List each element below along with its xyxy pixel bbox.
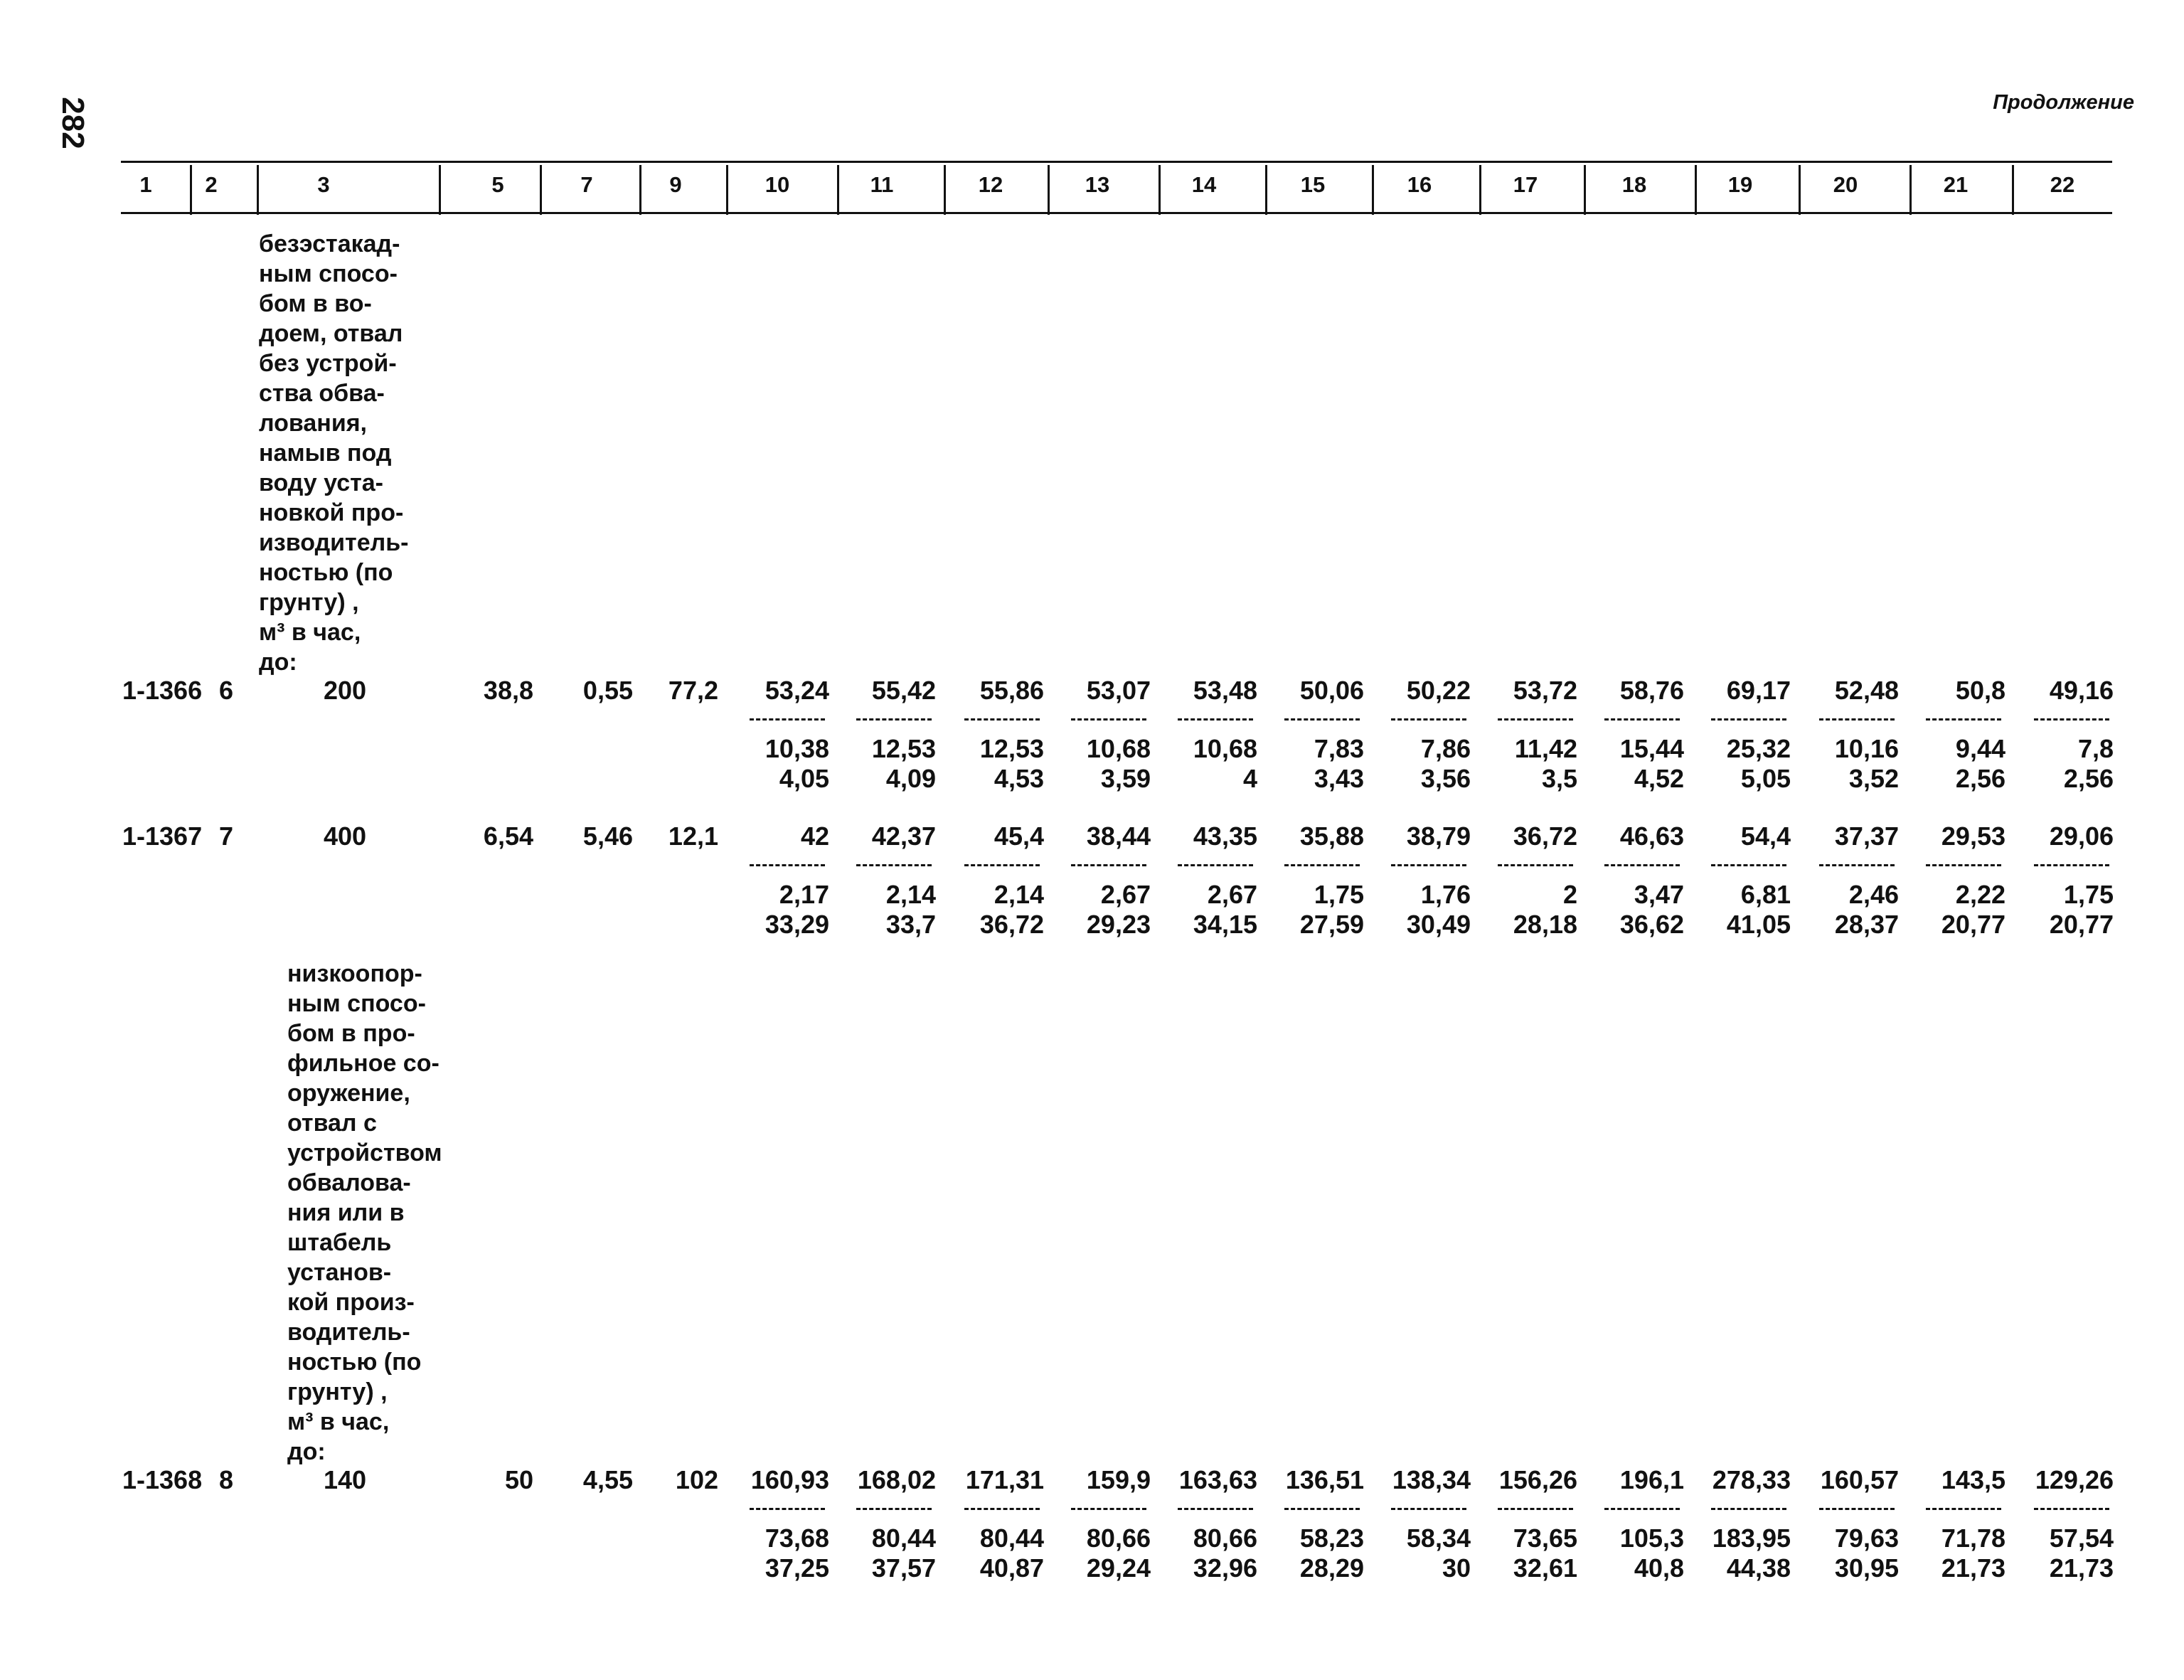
fraction-top-value: 53,48 bbox=[1193, 676, 1257, 705]
fraction-middle-value: 57,54 bbox=[2049, 1524, 2114, 1553]
fraction-top-value: 45,4 bbox=[994, 822, 1044, 851]
column-divider bbox=[944, 165, 946, 215]
desc-line: ностью (по bbox=[259, 559, 393, 586]
fraction-top-value: 46,63 bbox=[1619, 822, 1684, 851]
fraction-middle-value: 10,16 bbox=[1834, 734, 1899, 763]
rate-code: 1-1366 bbox=[122, 676, 203, 705]
fraction-bar bbox=[1391, 864, 1466, 866]
column-header: 11 bbox=[870, 172, 894, 197]
column-divider bbox=[1695, 165, 1697, 215]
fraction-bar bbox=[2034, 718, 2109, 721]
fraction-bottom-value: 21,73 bbox=[1941, 1553, 2005, 1583]
column-header: 17 bbox=[1513, 172, 1538, 197]
fraction-bar bbox=[1498, 1508, 1573, 1510]
column-divider bbox=[257, 165, 259, 215]
column-header: 22 bbox=[2050, 172, 2075, 197]
fraction-bar bbox=[1071, 1508, 1146, 1510]
fraction-bar bbox=[856, 1508, 932, 1510]
fraction-bar bbox=[1284, 1508, 1360, 1510]
fraction-bar bbox=[1391, 1508, 1466, 1510]
fraction-middle-value: 2 bbox=[1562, 880, 1577, 909]
fraction-middle-value: 15,44 bbox=[1619, 734, 1684, 763]
fraction-top-value: 53,72 bbox=[1513, 676, 1577, 705]
column-header: 12 bbox=[978, 172, 1003, 197]
fraction-top-value: 55,42 bbox=[871, 676, 936, 705]
desc-line: ным спосо- bbox=[259, 260, 398, 287]
column-5-value: 50 bbox=[504, 1465, 533, 1494]
fraction-top-value: 196,1 bbox=[1619, 1465, 1684, 1494]
row-number: 8 bbox=[219, 1465, 234, 1494]
column-divider bbox=[439, 165, 441, 215]
desc-line: м³ в час, bbox=[259, 619, 361, 646]
fraction-bottom-value: 29,24 bbox=[1086, 1553, 1151, 1583]
fraction-bottom-value: 27,59 bbox=[1299, 910, 1364, 939]
fraction-middle-value: 80,44 bbox=[871, 1524, 936, 1553]
column-header: 21 bbox=[1943, 172, 1969, 197]
fraction-middle-value: 2,67 bbox=[1207, 880, 1257, 909]
column-header: 2 bbox=[205, 172, 218, 197]
fraction-top-value: 136,51 bbox=[1285, 1465, 1364, 1494]
fraction-bottom-value: 3,59 bbox=[1100, 764, 1151, 793]
fraction-middle-value: 25,32 bbox=[1726, 734, 1791, 763]
fraction-bar bbox=[856, 718, 932, 721]
fraction-top-value: 52,48 bbox=[1834, 676, 1899, 705]
fraction-top-value: 58,76 bbox=[1619, 676, 1684, 705]
fraction-bar bbox=[964, 718, 1040, 721]
row-number: 6 bbox=[219, 676, 234, 705]
fraction-bar bbox=[2034, 864, 2109, 866]
fraction-middle-value: 80,44 bbox=[979, 1524, 1044, 1553]
column-9-value: 102 bbox=[675, 1465, 718, 1494]
fraction-top-value: 42,37 bbox=[871, 822, 936, 851]
fraction-middle-value: 12,53 bbox=[871, 734, 936, 763]
fraction-top-value: 50,8 bbox=[1955, 676, 2005, 705]
fraction-bottom-value: 5,05 bbox=[1740, 764, 1791, 793]
fraction-bottom-value: 28,18 bbox=[1513, 910, 1577, 939]
fraction-top-value: 160,57 bbox=[1820, 1465, 1899, 1494]
fraction-middle-value: 7,86 bbox=[1420, 734, 1471, 763]
fraction-bottom-value: 33,29 bbox=[765, 910, 829, 939]
column-header: 13 bbox=[1085, 172, 1110, 197]
fraction-bar bbox=[2034, 1508, 2109, 1510]
column-header: 1 bbox=[139, 172, 152, 197]
desc-line: оружение, bbox=[287, 1080, 410, 1107]
fraction-top-value: 159,9 bbox=[1086, 1465, 1151, 1494]
fraction-bottom-value: 36,62 bbox=[1619, 910, 1684, 939]
fraction-bottom-value: 20,77 bbox=[2049, 910, 2114, 939]
fraction-bottom-value: 32,61 bbox=[1513, 1553, 1577, 1583]
fraction-bottom-value: 4,52 bbox=[1634, 764, 1684, 793]
column-5-value: 38,8 bbox=[483, 676, 533, 705]
desc-line: воду уста- bbox=[259, 469, 383, 496]
desc-line: грунту) , bbox=[287, 1378, 388, 1405]
column-header: 10 bbox=[765, 172, 790, 197]
desc-line: фильное со- bbox=[287, 1050, 440, 1077]
fraction-top-value: 171,31 bbox=[965, 1465, 1044, 1494]
fraction-bottom-value: 37,25 bbox=[765, 1553, 829, 1583]
fraction-bar bbox=[1284, 864, 1360, 866]
desc-line: доем, отвал bbox=[259, 320, 403, 347]
desc-line: ства обва- bbox=[259, 380, 385, 407]
fraction-top-value: 42 bbox=[800, 822, 829, 851]
fraction-middle-value: 10,68 bbox=[1193, 734, 1257, 763]
fraction-bar bbox=[1071, 864, 1146, 866]
column-header: 20 bbox=[1833, 172, 1858, 197]
fraction-bar bbox=[1711, 1508, 1786, 1510]
desc-line: низкоопор- bbox=[287, 960, 422, 987]
fraction-middle-value: 2,17 bbox=[779, 880, 829, 909]
fraction-top-value: 35,88 bbox=[1299, 822, 1364, 851]
desc-line: изводитель- bbox=[259, 529, 409, 556]
fraction-bar bbox=[1711, 864, 1786, 866]
fraction-bar bbox=[1819, 1508, 1895, 1510]
desc-line: безэстакад- bbox=[259, 230, 400, 257]
fraction-bottom-value: 4,09 bbox=[885, 764, 936, 793]
fraction-top-value: 55,86 bbox=[979, 676, 1044, 705]
desc-line: кой произ- bbox=[287, 1289, 415, 1316]
column-divider bbox=[639, 165, 641, 215]
column-divider bbox=[1048, 165, 1050, 215]
description-low-support-method bbox=[287, 959, 442, 1467]
fraction-middle-value: 10,38 bbox=[765, 734, 829, 763]
fraction-bottom-value: 4,05 bbox=[779, 764, 829, 793]
fraction-bottom-value: 3,56 bbox=[1420, 764, 1471, 793]
desc-line: до: bbox=[259, 649, 297, 676]
fraction-bottom-value: 30 bbox=[1442, 1553, 1471, 1583]
fraction-bottom-value: 29,23 bbox=[1086, 910, 1151, 939]
fraction-top-value: 69,17 bbox=[1726, 676, 1791, 705]
fraction-bottom-value: 30,95 bbox=[1834, 1553, 1899, 1583]
column-divider bbox=[726, 165, 728, 215]
fraction-top-value: 143,5 bbox=[1941, 1465, 2005, 1494]
fraction-bar bbox=[1604, 718, 1680, 721]
fraction-top-value: 38,44 bbox=[1086, 822, 1151, 851]
fraction-top-value: 53,24 bbox=[765, 676, 829, 705]
desc-line: лования, bbox=[259, 410, 368, 437]
fraction-bar bbox=[1498, 864, 1573, 866]
column-7-value: 0,55 bbox=[582, 676, 633, 705]
fraction-middle-value: 2,14 bbox=[885, 880, 936, 909]
fraction-top-value: 37,37 bbox=[1834, 822, 1899, 851]
fraction-bottom-value: 36,72 bbox=[979, 910, 1044, 939]
fraction-bar bbox=[1178, 1508, 1253, 1510]
fraction-middle-value: 1,76 bbox=[1420, 880, 1471, 909]
table-top-rule bbox=[121, 161, 2112, 163]
desc-line: ностью (по bbox=[287, 1349, 422, 1376]
fraction-bar bbox=[750, 718, 825, 721]
fraction-bar bbox=[1819, 864, 1895, 866]
fraction-bar bbox=[750, 864, 825, 866]
fraction-bar bbox=[1926, 718, 2001, 721]
fraction-top-value: 43,35 bbox=[1193, 822, 1257, 851]
fraction-bar bbox=[1071, 718, 1146, 721]
fraction-bottom-value: 28,29 bbox=[1299, 1553, 1364, 1583]
column-divider bbox=[1909, 165, 1912, 215]
fraction-bar bbox=[1819, 718, 1895, 721]
fraction-bar bbox=[1498, 718, 1573, 721]
fraction-middle-value: 2,22 bbox=[1955, 880, 2005, 909]
desc-line: отвал с bbox=[287, 1110, 377, 1137]
capacity-value: 140 bbox=[323, 1465, 367, 1494]
column-divider bbox=[1584, 165, 1586, 215]
fraction-top-value: 160,93 bbox=[750, 1465, 829, 1494]
desc-line: бом в про- bbox=[287, 1020, 415, 1047]
fraction-middle-value: 80,66 bbox=[1086, 1524, 1151, 1553]
fraction-bar bbox=[1926, 864, 2001, 866]
column-header: 14 bbox=[1191, 172, 1217, 197]
capacity-value: 400 bbox=[323, 822, 367, 851]
column-header: 16 bbox=[1407, 172, 1432, 197]
fraction-top-value: 50,06 bbox=[1299, 676, 1364, 705]
desc-line: намыв под bbox=[259, 440, 392, 467]
fraction-top-value: 29,06 bbox=[2049, 822, 2114, 851]
fraction-middle-value: 58,23 bbox=[1299, 1524, 1364, 1553]
page-number-text: 282 bbox=[55, 97, 90, 149]
fraction-middle-value: 7,83 bbox=[1314, 734, 1364, 763]
column-header: 7 bbox=[580, 172, 593, 197]
desc-line: бом в во- bbox=[259, 290, 372, 317]
fraction-top-value: 53,07 bbox=[1086, 676, 1151, 705]
fraction-bottom-value: 30,49 bbox=[1406, 910, 1471, 939]
row-number: 7 bbox=[219, 822, 234, 851]
rate-code: 1-1367 bbox=[122, 822, 203, 851]
fraction-bottom-value: 3,43 bbox=[1314, 764, 1364, 793]
description-dredging-into-reservoir bbox=[259, 229, 408, 677]
table-header-bottom-rule bbox=[121, 212, 2112, 214]
fraction-top-value: 49,16 bbox=[2049, 676, 2114, 705]
fraction-bottom-value: 34,15 bbox=[1193, 910, 1257, 939]
fraction-bottom-value: 20,77 bbox=[1941, 910, 2005, 939]
column-9-value: 12,1 bbox=[668, 822, 718, 851]
fraction-bottom-value: 40,87 bbox=[979, 1553, 1044, 1583]
fraction-bar bbox=[856, 864, 932, 866]
column-divider bbox=[1479, 165, 1481, 215]
capacity-value: 200 bbox=[323, 676, 367, 705]
column-7-value: 5,46 bbox=[582, 822, 633, 851]
fraction-middle-value: 79,63 bbox=[1834, 1524, 1899, 1553]
column-7-value: 4,55 bbox=[582, 1465, 633, 1494]
desc-line: ния или в bbox=[287, 1199, 405, 1226]
rate-code: 1-1368 bbox=[122, 1465, 203, 1494]
fraction-middle-value: 12,53 bbox=[979, 734, 1044, 763]
fraction-middle-value: 73,65 bbox=[1513, 1524, 1577, 1553]
column-header: 19 bbox=[1727, 172, 1753, 197]
fraction-top-value: 163,63 bbox=[1178, 1465, 1257, 1494]
fraction-top-value: 156,26 bbox=[1498, 1465, 1577, 1494]
desc-line: устройством bbox=[287, 1139, 442, 1166]
fraction-top-value: 138,34 bbox=[1392, 1465, 1471, 1494]
fraction-bottom-value: 4 bbox=[1242, 764, 1257, 793]
desc-line: водитель- bbox=[287, 1319, 410, 1346]
fraction-bottom-value: 3,5 bbox=[1541, 764, 1577, 793]
column-header: 5 bbox=[491, 172, 504, 197]
fraction-bottom-value: 33,7 bbox=[885, 910, 936, 939]
fraction-middle-value: 105,3 bbox=[1619, 1524, 1684, 1553]
fraction-bar bbox=[1178, 718, 1253, 721]
fraction-middle-value: 9,44 bbox=[1955, 734, 2005, 763]
fraction-top-value: 38,79 bbox=[1406, 822, 1471, 851]
fraction-middle-value: 3,47 bbox=[1634, 880, 1684, 909]
fraction-middle-value: 73,68 bbox=[765, 1524, 829, 1553]
fraction-bar bbox=[1926, 1508, 2001, 1510]
desc-line: новкой про- bbox=[259, 499, 404, 526]
fraction-bottom-value: 2,56 bbox=[1955, 764, 2005, 793]
column-header: 3 bbox=[317, 172, 330, 197]
fraction-bar bbox=[1391, 718, 1466, 721]
fraction-top-value: 54,4 bbox=[1740, 822, 1791, 851]
fraction-top-value: 278,33 bbox=[1712, 1465, 1791, 1494]
column-divider bbox=[540, 165, 542, 215]
fraction-bar bbox=[750, 1508, 825, 1510]
fraction-bottom-value: 32,96 bbox=[1193, 1553, 1257, 1583]
desc-line: до: bbox=[287, 1438, 326, 1465]
fraction-bar bbox=[1604, 864, 1680, 866]
desc-line: грунту) , bbox=[259, 589, 359, 616]
fraction-bottom-value: 37,57 bbox=[871, 1553, 936, 1583]
fraction-top-value: 50,22 bbox=[1406, 676, 1471, 705]
fraction-middle-value: 10,68 bbox=[1086, 734, 1151, 763]
fraction-top-value: 29,53 bbox=[1941, 822, 2005, 851]
fraction-bottom-value: 44,38 bbox=[1726, 1553, 1791, 1583]
fraction-bar bbox=[1604, 1508, 1680, 1510]
fraction-bottom-value: 28,37 bbox=[1834, 910, 1899, 939]
fraction-top-value: 129,26 bbox=[2035, 1465, 2114, 1494]
column-5-value: 6,54 bbox=[483, 822, 533, 851]
fraction-middle-value: 11,42 bbox=[1514, 734, 1577, 763]
fraction-top-value: 36,72 bbox=[1513, 822, 1577, 851]
fraction-bar bbox=[1711, 718, 1786, 721]
fraction-middle-value: 71,78 bbox=[1941, 1524, 2005, 1553]
fraction-bar bbox=[1178, 864, 1253, 866]
fraction-bottom-value: 2,56 bbox=[2063, 764, 2114, 793]
fraction-middle-value: 2,46 bbox=[1848, 880, 1899, 909]
fraction-bar bbox=[964, 1508, 1040, 1510]
fraction-bar bbox=[1284, 718, 1360, 721]
fraction-bottom-value: 4,53 bbox=[994, 764, 1044, 793]
desc-line: без устрой- bbox=[259, 350, 397, 377]
column-header: 9 bbox=[669, 172, 682, 197]
fraction-middle-value: 7,8 bbox=[2077, 734, 2114, 763]
desc-line: м³ в час, bbox=[287, 1408, 390, 1435]
column-divider bbox=[837, 165, 839, 215]
fraction-middle-value: 1,75 bbox=[1314, 880, 1364, 909]
desc-line: обвалова- bbox=[287, 1169, 411, 1196]
column-header: 18 bbox=[1621, 172, 1647, 197]
fraction-middle-value: 80,66 bbox=[1193, 1524, 1257, 1553]
fraction-middle-value: 1,75 bbox=[2063, 880, 2114, 909]
continuation-label: Продолжение bbox=[1993, 91, 2134, 114]
fraction-middle-value: 2,14 bbox=[994, 880, 1044, 909]
desc-line: штабель bbox=[287, 1229, 392, 1256]
column-divider bbox=[1158, 165, 1161, 215]
column-header: 15 bbox=[1300, 172, 1326, 197]
fraction-middle-value: 2,67 bbox=[1100, 880, 1151, 909]
fraction-bottom-value: 3,52 bbox=[1848, 764, 1899, 793]
desc-line: установ- bbox=[287, 1259, 392, 1286]
desc-line: ным спосо- bbox=[287, 990, 426, 1017]
fraction-bottom-value: 40,8 bbox=[1634, 1553, 1684, 1583]
column-divider bbox=[1799, 165, 1801, 215]
fraction-middle-value: 183,95 bbox=[1712, 1524, 1791, 1553]
column-divider bbox=[2012, 165, 2014, 215]
column-divider bbox=[1265, 165, 1267, 215]
fraction-middle-value: 6,81 bbox=[1740, 880, 1791, 909]
column-divider bbox=[1372, 165, 1374, 215]
fraction-bottom-value: 21,73 bbox=[2049, 1553, 2114, 1583]
fraction-middle-value: 58,34 bbox=[1406, 1524, 1471, 1553]
fraction-bar bbox=[964, 864, 1040, 866]
fraction-bottom-value: 41,05 bbox=[1726, 910, 1791, 939]
fraction-top-value: 168,02 bbox=[857, 1465, 936, 1494]
column-9-value: 77,2 bbox=[668, 676, 718, 705]
